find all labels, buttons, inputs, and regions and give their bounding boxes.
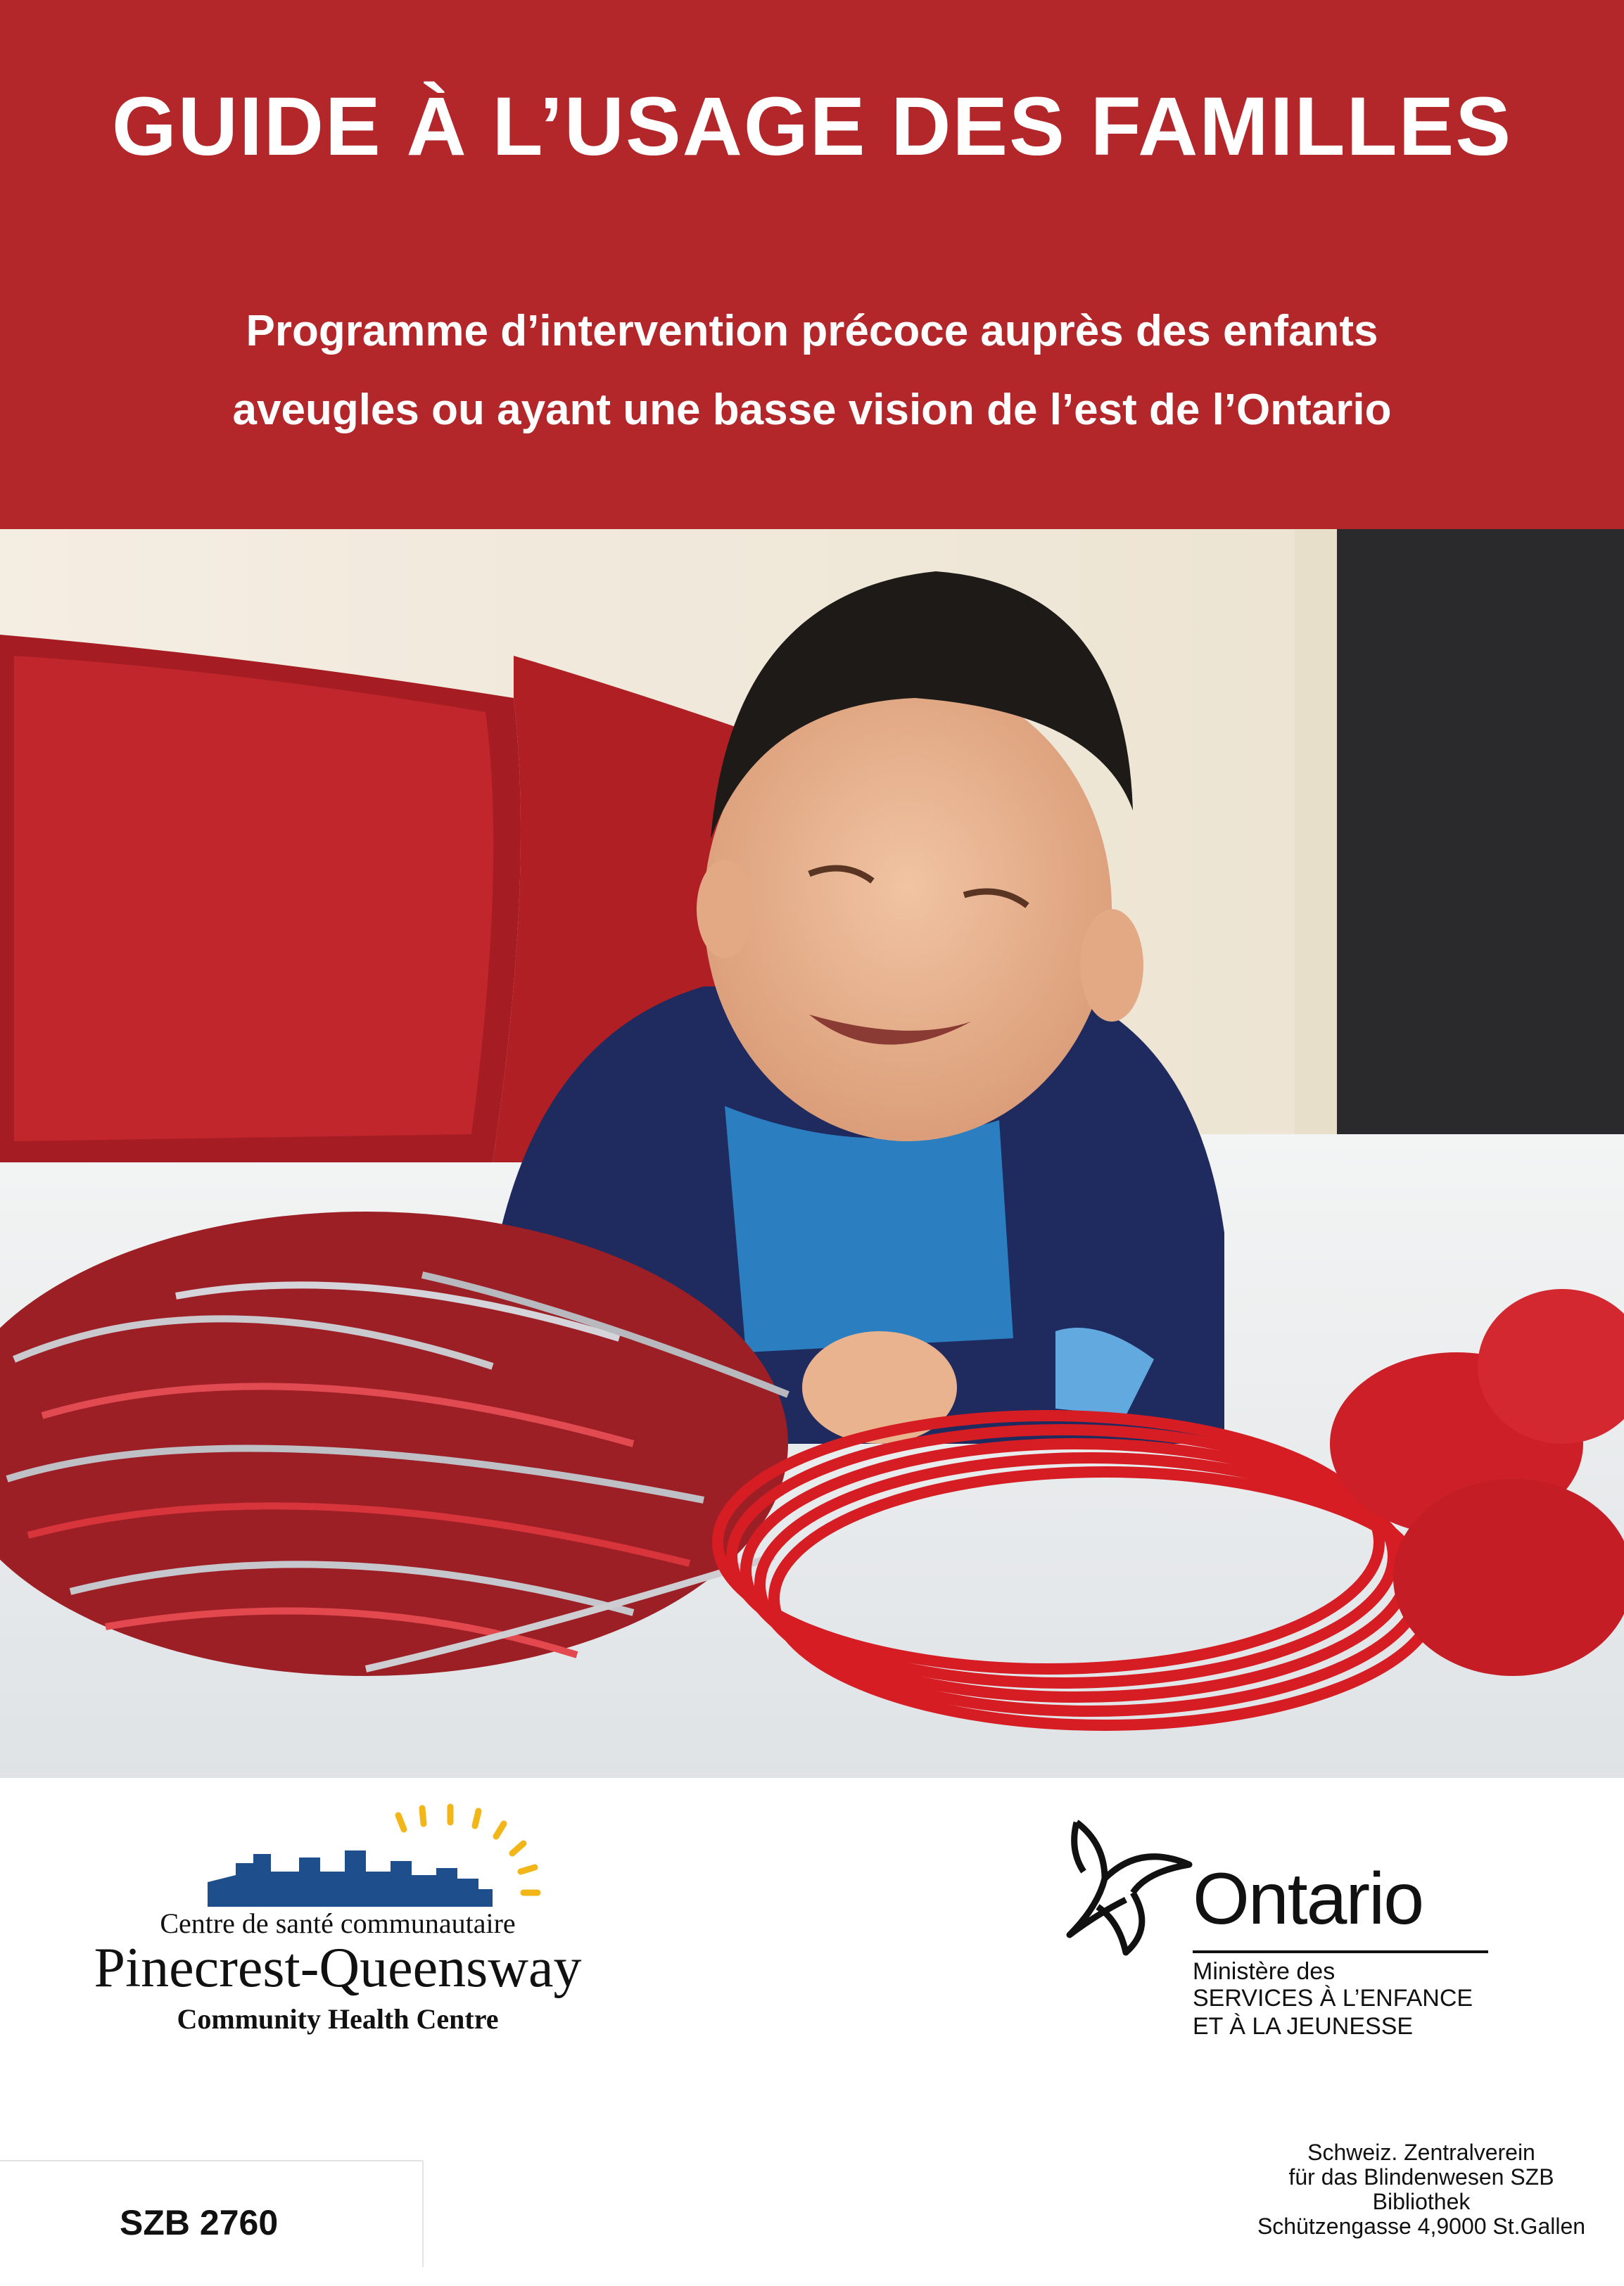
pinecrest-line-3: Community Health Centre (177, 2003, 499, 2035)
cover-subtitle (0, 292, 1624, 450)
trillium-icon (1055, 1815, 1196, 1956)
library-stamp (1252, 2140, 1590, 2239)
catalog-number: SZB 2760 (120, 2203, 279, 2242)
pinecrest-line-2: Pinecrest-Queensway (94, 1937, 582, 1999)
pinecrest-queensway-logo (56, 1787, 619, 2040)
library-line-2: für das Blindenwesen SZB (1288, 2164, 1554, 2190)
cover-photo (0, 529, 1624, 1778)
ontario-ministry-line-1: Ministère des (1193, 1958, 1336, 1985)
pinecrest-line-1: Centre de santé communautaire (160, 1907, 516, 1939)
ontario-logo (1055, 1815, 1520, 2047)
ontario-rule (1193, 1950, 1488, 1953)
skyline-sun-icon (56, 1787, 619, 1907)
ontario-wordmark: Ontario (1193, 1858, 1423, 1940)
subtitle-line-2: aveugles ou ayant une basse vision de l’est de l’Ontario (232, 386, 1392, 434)
library-line-3: Bibliothek (1372, 2189, 1471, 2214)
title-banner (0, 0, 1624, 529)
library-line-1: Schweiz. Zentralverein (1307, 2140, 1535, 2165)
ontario-ministry-line-2: SERVICES À L’ENFANCE (1193, 1985, 1473, 2012)
ontario-ministry-line-3: ET À LA JEUNESSE (1193, 2013, 1414, 2040)
library-line-4: Schützengasse 4,9000 St.Gallen (1257, 2214, 1586, 2239)
subtitle-line-1: Programme d’intervention précoce auprès des enfants (246, 307, 1378, 355)
cover-title: GUIDE À L’USAGE DES FAMILLES (111, 80, 1513, 173)
